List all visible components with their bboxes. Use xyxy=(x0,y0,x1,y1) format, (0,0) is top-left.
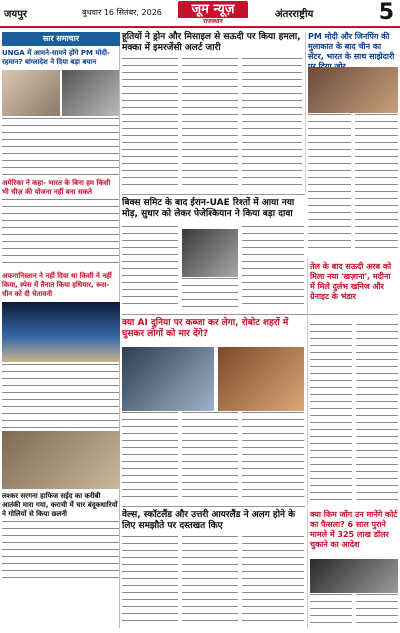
oil-body-col2 xyxy=(356,324,398,504)
satellite-photo xyxy=(2,302,120,362)
story3-body xyxy=(2,364,119,428)
trump-photo xyxy=(218,347,304,411)
wales-body-col2 xyxy=(182,536,238,626)
story1-headline: UNGA में आमने-सामने होंगे PM मोदी-रहमान? बांग्लादेश ने दिया बड़ा बयान xyxy=(2,49,110,66)
edition-city: जयपुर xyxy=(4,9,27,20)
robot-photo xyxy=(122,347,214,411)
newspaper-logo xyxy=(178,1,248,25)
oil-headline: तेल के बाद सऊदी अरब को मिला नया 'खज़ाना', मदीना में मिले दुर्लभ खनिज और ग्रेनाइट के भंडार xyxy=(310,262,392,301)
divider xyxy=(122,314,398,315)
leader-photo-2 xyxy=(62,70,120,116)
left-column xyxy=(2,32,120,628)
right-headline: PM मोदी और जिनपिंग की मुलाकात के बाद चीन का सेंटर, भारत के साथ साझेदारी xyxy=(308,32,395,61)
brics-body-col3 xyxy=(242,226,304,310)
brics-body-col1 xyxy=(122,226,178,310)
brief-news-band: सार समाचार xyxy=(2,32,120,46)
kim-headline: क्या किम जोंग उन मानेंगे कोर्ट का फैसला? 6 साल पुराने मामले में 325 लाख डॉलर चुकाने का आदेश xyxy=(310,510,398,549)
divider xyxy=(307,508,308,628)
lead-body-col2 xyxy=(182,58,238,188)
terrorist-photo xyxy=(2,431,120,489)
story4-headline: लश्कर सरगना हाफिज सईद का करीबी आतंकी मारा गया, कराची में चार बंदूकधारियों ने गोलियों से किया छलनी xyxy=(2,492,118,518)
lead-body-col1 xyxy=(122,58,178,188)
lead-body-col3 xyxy=(242,58,302,188)
pezeshkian-photo xyxy=(182,229,238,277)
modi-xi-photo xyxy=(308,67,398,113)
page-number: 5 xyxy=(378,0,394,25)
wales-headline: वेल्स, स्कॉटलैंड और उत्तरी आयरलैंड ने अलग होने के लिए समझौते पर दस्तखत किए xyxy=(122,510,296,531)
story1-body xyxy=(2,118,119,176)
masthead xyxy=(0,0,400,28)
brics-body-col2 xyxy=(182,278,238,310)
divider xyxy=(305,32,306,192)
ai-body-col2 xyxy=(182,412,238,502)
ai-headline: क्या AI दुनिया पर कब्जा कर लेगा, रोबोट शहरों में घुसकर लोगों को मार देंगे? xyxy=(122,318,289,339)
ai-body-col1 xyxy=(122,412,178,502)
story3-headline: अफगानिस्तान ने नहीं दिया था किसी ने नहीं किया, स्पेस में तैनात किया हथियार, रूस-चीन को दी चेतावनी xyxy=(2,272,112,298)
leader-photo-1 xyxy=(2,70,60,116)
logo-main-text: जूम न्यूज़ xyxy=(191,2,235,17)
story4-body xyxy=(2,521,119,581)
kim-body-col2 xyxy=(356,594,398,626)
right-body-col1 xyxy=(308,114,351,254)
oil-body-col1 xyxy=(310,324,352,504)
story1-photos xyxy=(2,67,119,116)
wales-body-col1 xyxy=(122,536,178,626)
story2-body xyxy=(2,199,119,269)
divider xyxy=(122,194,305,195)
divider xyxy=(307,258,308,506)
issue-date: बुधवार 16 सितंबर, 2026 xyxy=(82,8,162,17)
wales-body-col3 xyxy=(242,536,304,626)
brics-headline: बिक्स समिट के बाद ईरान-UAE रिश्तों में आया नया मोड़, सुधार को लेकर पेजेश्कियान ने किया बड़ा दावा xyxy=(122,198,295,219)
kim-body-col1 xyxy=(310,594,352,626)
kim-photo xyxy=(310,559,398,593)
logo-sub-text: राजस्थान xyxy=(178,18,248,25)
story2-headline: अमेरिका ने कहा- भारत के बिना हम किसी भी चीज़ की योजना नहीं बना सकते xyxy=(2,179,111,196)
right-body-col2 xyxy=(355,114,398,254)
section-title: अंतरराष्ट्रीय xyxy=(275,9,314,20)
main-area xyxy=(122,32,398,628)
lead-headline: हूतियों ने ड्रोन और मिसाइल से सऊदी पर किया हमला, मक्का में इमरजेंसी अलर्ट जारी xyxy=(122,32,301,53)
divider xyxy=(122,506,305,507)
ai-body-col3 xyxy=(242,412,304,502)
